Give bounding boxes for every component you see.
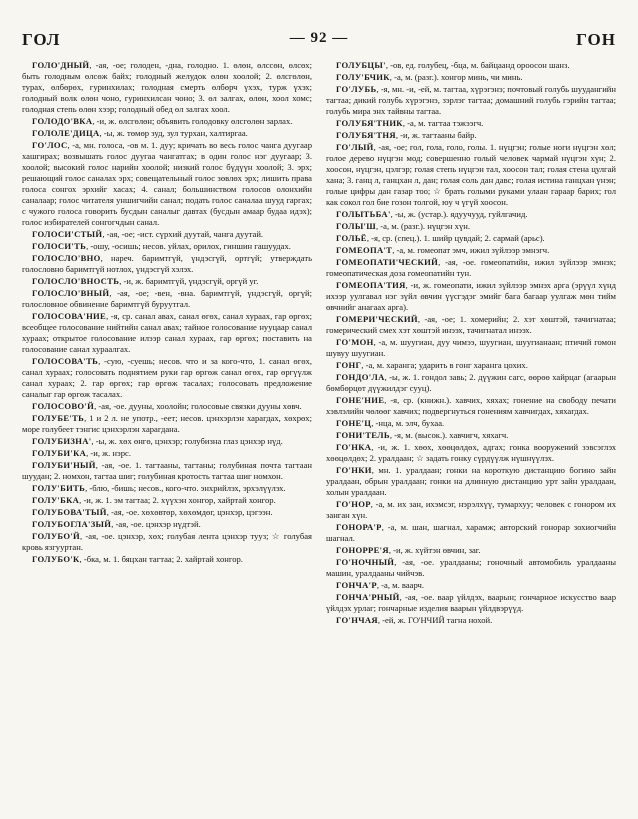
entry-headword: ГОЛОСОВА'НИЕ <box>32 311 107 321</box>
dictionary-entry <box>22 128 312 139</box>
entry-headword: ГОЛУБЯ'ТНЯ <box>336 130 396 140</box>
left-column <box>22 60 312 805</box>
entry-definition: , -я, ср. (спец.). 1. шийр цувдай; 2. сармай (арьс). <box>366 233 545 243</box>
entry-headword: ГО'НЧАЯ <box>336 615 378 625</box>
entry-headword: ГОНЧА'Р <box>336 580 377 590</box>
page-header <box>22 30 616 52</box>
entry-headword: ГО'НКИ <box>336 465 372 475</box>
entry-definition: , -ая, -ое; голоден, -дна, голодно. 1. өлөн, өлссөн, өлсөх; быть голодным өлсөж байх; голодный желудок өлөн хоолой; 2. өлсгөлөн, турах, өлбөрөх, гуринхилах; голодная смерть өлбөрч үхэх, турж үхэх; голодный волк өлөн чоно, гуринхилсан чоно; 3. өл залгах, өлөн, хоол хомс; голодная степь өлөн хээр; голодный обед өл залгах хоол. <box>22 60 312 114</box>
entry-headword: ГОЛУ'БЧИК <box>336 72 390 82</box>
entry-headword: ГОМЕОПА'Т <box>336 245 393 255</box>
dictionary-entry <box>326 257 616 279</box>
entry-headword: ГОЛО'ДНЫЙ <box>32 60 90 70</box>
entry-headword: ГОНГ <box>336 360 362 370</box>
entry-definition: , -я, мн. -и, -ей, м. тагтаа, хүрэгэнэ; почтовый голубь шуудангийн тагтаа; дикий голубь хүрэгэнэ, зэрлэг тагтаа; домашний голубь гэрийн тагтаа; голубь мира энх тайвны тагтаа. <box>326 84 616 116</box>
dictionary-entry <box>326 314 616 336</box>
dictionary-entry <box>326 592 616 614</box>
entry-headword: ГОЛУБОГЛА'ЗЫЙ <box>32 519 112 529</box>
entry-headword: ГОМЕОПАТИ'ЧЕСКИЙ <box>336 257 439 267</box>
header-left-guideword: ГОЛ <box>22 30 61 49</box>
entry-definition: , -а, м. их зан, ихэмсэг, нэрэлхүү, тумархуу; человек с гонором их занган хүн. <box>326 499 616 520</box>
dictionary-entry <box>326 395 616 417</box>
entry-headword: ГОЛОСИ'СТЫЙ <box>32 229 103 239</box>
entry-headword: ГОЛЫТЬБА' <box>336 209 391 219</box>
dictionary-entry <box>22 483 312 494</box>
dictionary-entry <box>22 60 312 115</box>
entry-headword: ГОЛУБОВА'ТЫЙ <box>32 507 107 517</box>
entry-headword: ГОМЕРИ'ЧЕСКИЙ <box>336 314 418 324</box>
entry-headword: ГОЛУБО'Й <box>32 531 80 541</box>
entry-definition: , -ей, ж. ГО'НЧИЙ тагна нохой. <box>377 615 493 625</box>
entry-headword: ГОНЕ'Ц <box>336 418 372 428</box>
dictionary-entry <box>326 545 616 556</box>
entry-headword: ГОЛУБИ'КА <box>32 448 87 458</box>
dictionary-entry <box>22 356 312 400</box>
entry-definition: , -а, мн. голоса, -ов м. 1. дуу; кричать во весь голос чанга дуугаар хашгирах; возвышать голос дуугаа чангатгах; в один голос нэг дуугаар; 3. хоолой; высокий голос нарийн хоолой; низкий голос бүдүүн хоолой; 3. эрх; решающий голос саналах эрх; совещательный голос зөвлөх эрх; лишить права голоса сонгох эрхийг хасах; 4. санал; большинством голосов олонхийн саналаар; голос читателя уншигчийн санал; подать голос саналаа шууд гаргах; с чужого голоса говорить бусдын саналыг давтах (бусдын амаар будаа идэх); голос избирателей сонгогчдын санал. <box>22 140 312 227</box>
entry-definition: , -а, м. ваарч. <box>376 580 425 590</box>
entry-definition: , -а, м. (разг.). нүцгэн хүн. <box>375 221 471 231</box>
entry-definition: , -а, м. гомеопат эмч, ижил зүйлээр эмнэгч. <box>392 245 550 255</box>
entry-definition: , -ая, -ое. хөхөвтөр, хөхөмдөг, цэнхэр, цэгээн. <box>106 507 273 517</box>
dictionary-entry <box>22 229 312 240</box>
entry-headword: ГОЛОСЛО'ВНЫЙ <box>32 288 110 298</box>
entry-definition: , -и, ж. хүйтэн өвчин, заг. <box>388 545 481 555</box>
entry-definition: , -и, ж. гомеопати, ижил зүйлээр эмнэх арга (эрүүл хүнд ихээр уулгавал нэг зүйл өвчин үүсгэдэг эмийг бага багаар уулгаж мөн тийм өвчнийг анагаах арга). <box>326 280 616 312</box>
dictionary-entry <box>326 209 616 220</box>
dictionary-entry <box>326 130 616 141</box>
entry-definition: , -ая, -ое. гомеопатийн, ижил зүйлээр эмнэх; гомеопатическая доза гомеопатийн тун. <box>326 257 616 278</box>
dictionary-entry <box>22 531 312 553</box>
dictionary-entry <box>22 253 312 275</box>
entry-definition: , 1 и 2 л. не употр., -еет; несов. цэнхэрлэн харагдах, хөхрөх; море голубеет тэнгис цэнхэрлэн харагдана. <box>22 413 312 434</box>
entry-definition: , -а, м. (разг.). хонгор минь, чи минь. <box>389 72 523 82</box>
dictionary-entry <box>326 280 616 313</box>
entry-headword: ГОЛЫ'Ш <box>336 221 376 231</box>
dictionary-entry <box>22 519 312 530</box>
dictionary-entry <box>22 311 312 355</box>
entry-headword: ГОНЕ'НИЕ <box>336 395 385 405</box>
entry-headword: ГОНОРА'Р <box>336 522 382 532</box>
dictionary-entry <box>22 448 312 459</box>
dictionary-entry <box>22 401 312 412</box>
entry-headword: ГОЛОЛЕ'ДИЦА <box>32 128 100 138</box>
entry-headword: ГОНДО'ЛА <box>336 372 385 382</box>
entry-headword: ГОЛУБЦЫ' <box>336 60 386 70</box>
entry-headword: ГОМЕОПА'ТИЯ <box>336 280 406 290</box>
entry-headword: ГОЛУБИЗНА' <box>32 436 92 446</box>
dictionary-entry <box>326 233 616 244</box>
entry-definition: , -нца, м. элч, бухаа. <box>371 418 445 428</box>
dictionary-entry <box>22 116 312 127</box>
dictionary-entry <box>326 72 616 83</box>
dictionary-entry <box>326 557 616 579</box>
entry-headword: ГОЛЬЁ <box>336 233 367 243</box>
entry-definition: , -а, м. шан, шагнал, харамж; авторский гонорар зохиогчийн шагнал. <box>326 522 616 543</box>
entry-definition: , -ая, -ое; 1. хомерийн; 2. хэт хөштэй, тачигнатаа; гомерический смех хэт хөштэй инээх, тачигнатал инээх. <box>326 314 616 335</box>
entry-definition: , нареч. баримтгүй, үндэсгүй, ортгүй; утверждать голословно баримтгүй нотлох, үндэсгүй хэлэх. <box>22 253 312 274</box>
page-number: — 92 — <box>289 30 349 46</box>
entry-definition: , -ая, -ое; -ист. сүрхий дуутай, чанга дуутай. <box>102 229 264 239</box>
entry-definition: , -ая, -ое. ваар үйлдэх, ваарын; гончарное искусство ваар үйлдэх урлаг; гончарные изделия ваарын үйлдвэрүүд. <box>326 592 616 613</box>
entry-definition: , мн. 1. уралдаан; гонки на короткую дистанцию богино зайн уралдаан, обрын уралдаан; гонки на длинную дистанцию урт зайн уралдаан, холын уралдаан. <box>326 465 616 497</box>
entry-definition: , -ая, -ое. цэнхэр нүдтэй. <box>111 519 201 529</box>
dictionary-entry <box>326 580 616 591</box>
dictionary-entry <box>326 360 616 371</box>
entry-headword: ГОЛОСЛО'ВНОСТЬ <box>32 276 120 286</box>
dictionary-entry <box>22 241 312 252</box>
dictionary-entry <box>22 495 312 506</box>
entry-definition: , -и, ж. 1. эм тагтаа; 2. хүүхэн хонгор, хайртай хонгор. <box>79 495 276 505</box>
entry-definition: , -ы, ж. 1. гондол завь; 2. дүүжин сагс, өөрөө хайрцаг (агаарын бөмбөрцөт дүүжилдэг сууц). <box>326 372 616 393</box>
entry-headword: ГОЛОСОВА'ТЬ <box>32 356 99 366</box>
entry-definition: , -я, ср. (книжн.). хавчих, хяхах; гонение на свободу печати хэвлэлийн чөлөөг хавчих; подвергнуться гонениям хавчигдах, хяхагдах. <box>326 395 616 416</box>
entry-definition: , -а, м. шуугиан, дуу чимээ, шуугиан, шуугианаан; птичий гомон шувуу шуугиан. <box>326 337 616 358</box>
entry-definition: , -и, ж. өлсгөлөн; объявить голодовку өлсгөлөн зарлах. <box>92 116 293 126</box>
entry-definition: , -а, м. тагтаа тэжээгч. <box>402 118 484 128</box>
entry-definition: , -ошу, -осишь; несов. уйлах, орилох, гиншин гашуудах. <box>86 241 291 251</box>
dictionary-entry <box>326 430 616 441</box>
dictionary-entry <box>22 140 312 228</box>
entry-definition: , -я, ср. санал авах, санал өгөх, санал хураах, гар өргөх; всеобщее голосование нийтийн санал авах; тайное голосование нууцаар санал хураах; открытое голосование илээр санал хураах, гар өргөх; поставить на голосование санал хураалгах. <box>22 311 312 354</box>
entry-headword: ГО'ЛУБЬ <box>336 84 377 94</box>
entry-definition: , -сую, -суешь; несов. что и за кого-что, 1. санал өгөх, санал хураах; голосовать поднятием руки гар өргөж санал өгөх, гар өргүүлж санал хураах; 2. гар өргөх; гар өргөж тасалах; голосовать предложение саналыг гар өргөж тасалах. <box>22 356 312 399</box>
entry-definition: , -а, м. харанга; ударить в гонг харанга цохих. <box>361 360 528 370</box>
dictionary-entry <box>326 499 616 521</box>
dictionary-entry <box>326 615 616 626</box>
dictionary-entry <box>326 60 616 71</box>
dictionary-entry <box>22 276 312 287</box>
entry-definition: , -ов, ед. голубец, -бца, м. байцаанд ороосон шанз. <box>385 60 570 70</box>
dictionary-entry <box>22 460 312 482</box>
dictionary-entry <box>22 436 312 447</box>
dictionary-entry <box>326 372 616 394</box>
entry-headword: ГОЛОДО'ВКА <box>32 116 93 126</box>
entry-headword: ГОЛОСИ'ТЬ <box>32 241 87 251</box>
entry-headword: ГО'ЛОС <box>32 140 68 150</box>
dictionary-entry <box>326 465 616 498</box>
dictionary-entry <box>326 442 616 464</box>
entry-definition: , -бка, м. 1. бяцхан тагтаа; 2. хайртай хонгор. <box>79 554 243 564</box>
dictionary-entry <box>22 507 312 518</box>
entry-definition: , -ы, ж. төмөр зуд, зул турхан, халтиргаа. <box>99 128 248 138</box>
entry-headword: ГОНЧА'РНЫЙ <box>336 592 400 602</box>
entry-definition: , -и, ж. нэрс. <box>86 448 131 458</box>
entry-columns <box>22 60 616 805</box>
entry-headword: ГОНИ'ТЕЛЬ <box>336 430 390 440</box>
entry-definition: , -ая, -ое; -вен, -вна. баримтгүй, үндэсгүй, оргүй; голословное обвинение баримтгүй буруутгал. <box>22 288 312 309</box>
dictionary-entry <box>326 84 616 117</box>
entry-definition: , -ы, ж. (устар.). ядуучууд, гуйлгачид. <box>390 209 528 219</box>
dictionary-entry <box>326 245 616 256</box>
entry-definition: , -ая, -ое. уралдааны; гоночный автомобиль уралдааны машин, уралдааны чийчэв. <box>326 557 616 578</box>
entry-headword: ГОЛУБЯ'ТНИК <box>336 118 403 128</box>
entry-headword: ГОЛУ'БКА <box>32 495 80 505</box>
entry-definition: , -блю, -бишь; несов., кого-что. энхрийлэх, эрхэлүүлэх. <box>85 483 286 493</box>
entry-definition: , -ая, -ое. дууны, хоолойн; голосовые связки дууны хөвч. <box>94 401 302 411</box>
entry-definition: , -и, ж. 1. хөөх, хөөцөлдөх, адгах; гонка вооружений зэвсэглэх хөөцөлдөх; 2. уралдаан; ☆ задать гонку сүрдүүлж нүшнүүлэх. <box>326 442 616 463</box>
entry-headword: ГО'НКА <box>336 442 372 452</box>
dictionary-entry <box>326 418 616 429</box>
dictionary-entry <box>326 142 616 208</box>
dictionary-entry <box>22 554 312 565</box>
entry-headword: ГО'МОН <box>336 337 374 347</box>
entry-definition: , -я, м. (высок.). хавчигч, хяхагч. <box>389 430 509 440</box>
entry-headword: ГОЛУБЕ'ТЬ <box>32 413 85 423</box>
entry-headword: ГО'НОЧНЫЙ <box>336 557 395 567</box>
entry-definition: , -ы, ж. хөх өнгө, цэнхэр; голубизна глаз цэнхэр нүд. <box>91 436 283 446</box>
dictionary-entry <box>326 118 616 129</box>
entry-headword: ГОЛУБИ'НЫЙ <box>32 460 96 470</box>
entry-headword: ГОЛОСЛО'ВНО <box>32 253 101 263</box>
dictionary-entry <box>326 337 616 359</box>
entry-headword: ГОЛОСОВО'Й <box>32 401 95 411</box>
right-column <box>326 60 616 805</box>
dictionary-entry <box>22 288 312 310</box>
dictionary-entry <box>326 221 616 232</box>
entry-definition: , -ая, -ое. цэнхэр, хөх; голубая лента цэнхэр тууз; ☆ голубая кровь язгууртан. <box>22 531 312 552</box>
entry-headword: ГО'ЛЫЙ <box>336 142 374 152</box>
entry-headword: ГОЛУБО'К <box>32 554 80 564</box>
dictionary-entry <box>22 413 312 435</box>
entry-definition: , -ая, -ое; гол, гола, голо, голы. 1. нүцгэн; голые ноги нүцгэн хөл; голое дерево нүцгэн мод; совершенно голый человек чармай нүцгэн хүн; 2. хоосон, нүцгэн, цэлгэр; голая степь нүцгэн тал, хоосон тал; голая стена цулгай хана; 3. ганц л, ганцхан л, дан; голая соль дан давс; голая истина ганцхан үнэн; голые цифры дан газар тоо; ☆ брать голыми руками улаан гараар барих; гол как сокол гол бие гозон толгой, юу ч үгүй хоосон. <box>326 142 616 207</box>
entry-definition: , -и, ж. баримтгүй, үндэсгүй, оргүй уг. <box>119 276 259 286</box>
entry-headword: ГО'НОР <box>336 499 371 509</box>
header-right-guideword: ГОН <box>576 30 616 49</box>
entry-definition: , -и, ж. тагтааны байр. <box>395 130 477 140</box>
dictionary-entry <box>326 522 616 544</box>
entry-headword: ГОНОРРЕ'Я <box>336 545 389 555</box>
entry-definition: , -ая, -ое. 1. тагтааны, тагтаны; голубиная почта тагтаан шуудан; 2. номхон, тагтаа шиг; голубиная кротость тагтаа шиг номхон. <box>22 460 312 481</box>
entry-headword: ГОЛУ'БИТЬ <box>32 483 86 493</box>
